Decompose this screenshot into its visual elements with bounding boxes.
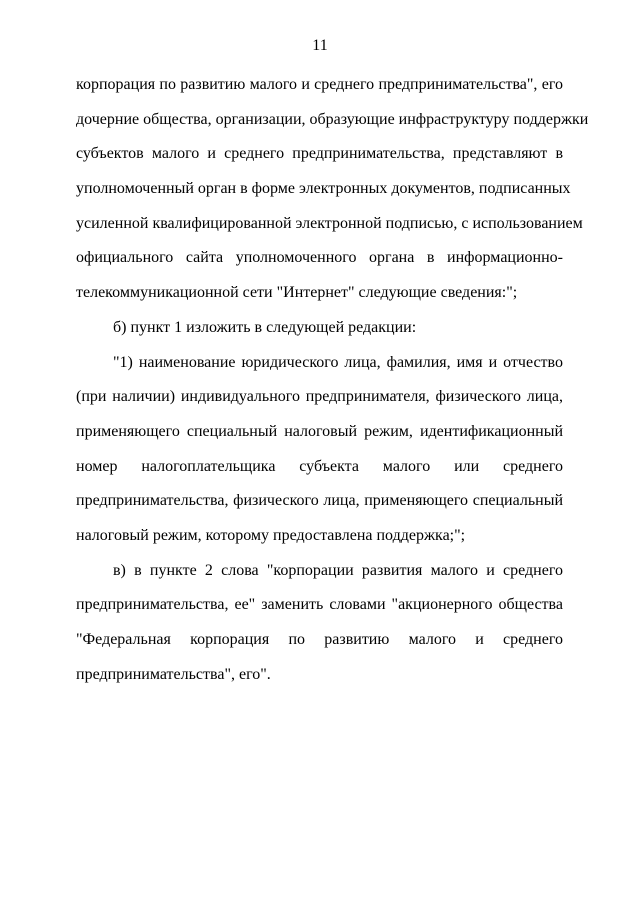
text-line: телекоммуникационной сети "Интернет" следующие сведения:"; — [76, 284, 518, 302]
paragraph-start-line: в) в пункте 2 слова "корпорации развития малого и среднего — [113, 561, 563, 579]
text-line: предпринимательства, физического лица, применяющего специальный — [76, 492, 563, 510]
text-line: (при наличии) индивидуального предпринимателя, физического лица, — [76, 388, 563, 406]
paragraph-start-line: "1) наименование юридического лица, фамилия, имя и отчество — [113, 353, 563, 371]
text-line: корпорация по развитию малого и среднего предпринимательства", его — [76, 76, 563, 93]
text-line: субъектов малого и среднего предпринимательства, представляют в — [76, 145, 563, 163]
text-line: применяющего специальный налоговый режим, идентификационный — [76, 422, 563, 440]
text-line: уполномоченный орган в форме электронных документов, подписанных — [76, 180, 571, 198]
document-body — [76, 68, 589, 692]
text-line: "Федеральная корпорация по развитию малого и среднего — [76, 631, 563, 648]
page-number: 11 — [312, 37, 328, 54]
text-line: налоговый режим, которому предоставлена поддержка;"; — [76, 526, 466, 544]
text-line: официального сайта уполномоченного органа в информационно- — [76, 249, 563, 267]
text-line: дочерние общества, организации, образующие инфраструктуру поддержки — [76, 110, 589, 128]
text-line: номер налогоплательщика субъекта малого или среднего — [76, 457, 563, 475]
text-line: усиленной квалифицированной электронной подписью, с использованием — [76, 214, 583, 232]
text-line: предпринимательства, ее" заменить словами "акционерного общества — [76, 596, 563, 614]
text-line: предпринимательства", его". — [76, 665, 271, 683]
paragraph-start-line: б) пункт 1 изложить в следующей редакции: — [113, 318, 417, 336]
